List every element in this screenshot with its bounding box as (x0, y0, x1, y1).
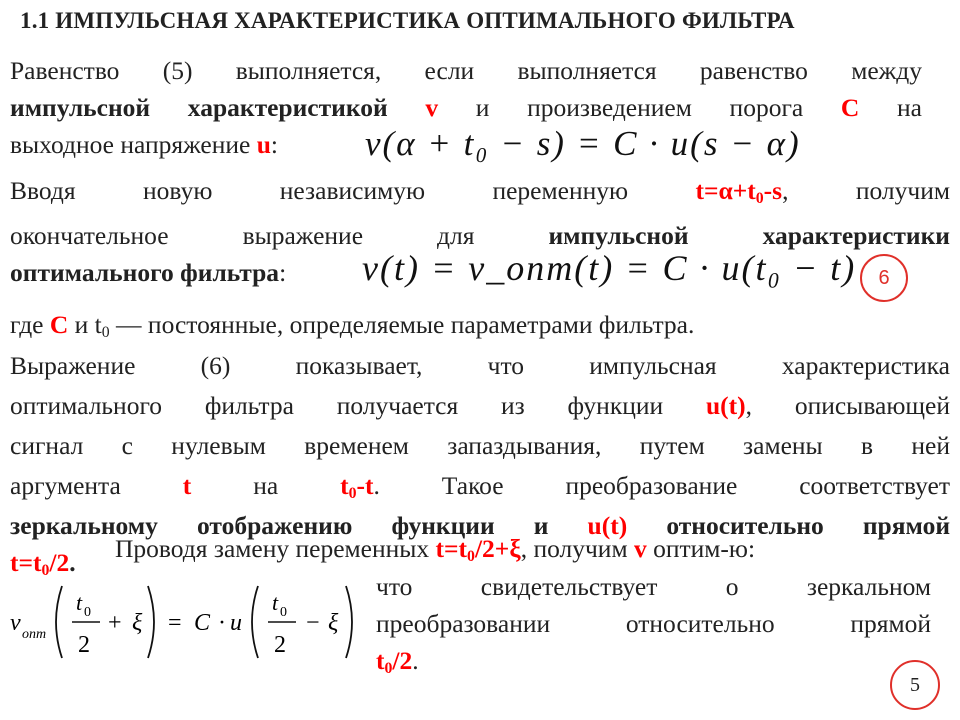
eq7-t0-sub-1: 0 (84, 605, 91, 620)
para4-line2-end: , описывающей (745, 391, 950, 420)
para4-line4-mid: на (253, 471, 279, 500)
period: . (412, 646, 419, 675)
para4-line2-text: оптимального фильтра получается из функции (10, 391, 664, 420)
para2-line1-end: , получим (782, 176, 951, 205)
para5-start: Проводя замену переменных (115, 534, 430, 563)
para1-line3-text: выходное напряжение (10, 130, 251, 159)
page-number-badge: 5 (890, 660, 940, 710)
var-t: t (182, 471, 192, 500)
eq7-den-1: 2 (78, 632, 90, 658)
var-c: C (840, 93, 860, 122)
eq6-text: v(t) = v_опт(t) = C · u(t₀ − t) (362, 248, 857, 288)
slide-title: 1.1 ИМПУЛЬСНАЯ ХАРАКТЕРИСТИКА ОПТИМАЛЬНОГО ФИЛЬТРА (20, 8, 795, 33)
var-v: v (633, 534, 647, 563)
para1-line2-end: на (897, 93, 922, 122)
para1-line3 (10, 129, 278, 161)
equation-6 (362, 247, 856, 289)
eq7-u: u (230, 610, 242, 636)
para1-line2 (10, 92, 922, 124)
var-v: v (425, 93, 439, 122)
para2-line3 (10, 257, 286, 289)
para3-start: где (10, 310, 44, 339)
para2-line1-text: Вводя новую независимую переменную (10, 176, 629, 205)
eq7-right-paren-1 (148, 586, 154, 658)
para4-line4-end: . Такое преобразование соответствует (373, 471, 951, 500)
var-u: u (256, 130, 271, 159)
eq5-text: v(α + t₀ − s) = C · u(s − α) (365, 124, 801, 163)
eq7-right-paren-2 (346, 586, 352, 658)
para1-line2-mid: и произведением порога (475, 93, 804, 122)
period: . (69, 548, 76, 577)
para4-line4 (10, 470, 950, 502)
eq7-den-2: 2 (274, 632, 286, 658)
para5-end: оптим-ю: (653, 534, 756, 563)
colon: : (270, 130, 278, 159)
eq7-xi-2: ξ (328, 610, 339, 636)
para6-line3 (376, 645, 419, 677)
para2-line1 (10, 175, 950, 207)
colon: : (279, 258, 287, 287)
eq7-t0-num-2: t (272, 590, 279, 615)
eq7-dot: · (218, 610, 226, 636)
para5 (115, 533, 755, 565)
t0-minus-t: $t_0-t$ (340, 471, 374, 502)
t-equals-t0-half-plus-xi: $t=t_0/2+\xi$ (435, 534, 521, 565)
eq7-left-paren-1 (56, 586, 62, 658)
func-u-t: u(t) (587, 511, 628, 540)
eq7-xi-1: ξ (132, 610, 143, 636)
para6-line2: преобразовании относительно прямой (376, 609, 931, 638)
eq7-t0-num-1: t (76, 590, 83, 615)
eq7-t0-sub-2: 0 (280, 605, 287, 620)
var-c: C (49, 310, 69, 339)
equation-7 (8, 574, 368, 670)
eq7-opt-sub: опт (22, 627, 47, 642)
t0-half: $t_0/2$ (376, 646, 413, 677)
eq7-minus: − (306, 610, 320, 636)
eq7-v: v (10, 610, 21, 636)
para3 (10, 309, 694, 341)
t0-term: и $t_0$ (74, 310, 110, 341)
para1-line1: Равенство (5) выполняется, если выполняется равенство между (10, 56, 922, 85)
para3-end: — постоянные, определяемые параметрами фильтра. (116, 310, 695, 339)
para5-mid: , получим (520, 534, 628, 563)
eq7-graphic (8, 574, 368, 670)
para4-line4-text: аргумента (10, 471, 121, 500)
para2-line2-text: окончательное выражение для (10, 221, 475, 250)
relative-line-term: относительно прямой (666, 511, 951, 540)
impulse-characteristic-term: импульсной характеристики (548, 221, 950, 250)
mirror-reflection-term: зеркальному отображению функции и (10, 511, 549, 540)
para6-line1: что свидетельствует о зеркальном (376, 572, 931, 601)
optimal-filter-term: оптимального фильтра (10, 258, 280, 287)
eq7-c: C (194, 610, 211, 636)
eq7-plus: + (108, 610, 122, 636)
eq7-equals: = (168, 610, 182, 636)
para4-line1: Выражение (6) показывает, что импульсная характеристика (10, 351, 950, 380)
t-equals-t0-half: $t=t_0/2$ (10, 548, 70, 579)
func-u-t: u(t) (705, 391, 746, 420)
equation-number-badge: 6 (860, 254, 908, 302)
impulse-response-term: импульсной характеристикой (10, 93, 388, 122)
substitution-formula: $t=\alpha+t_0-s$ (695, 176, 783, 207)
para4-line2 (10, 390, 950, 422)
para4-line3: сигнал с нулевым временем запаздывания, путем замены в ней (10, 431, 950, 460)
equation-5 (365, 124, 801, 164)
eq7-left-paren-2 (252, 586, 258, 658)
